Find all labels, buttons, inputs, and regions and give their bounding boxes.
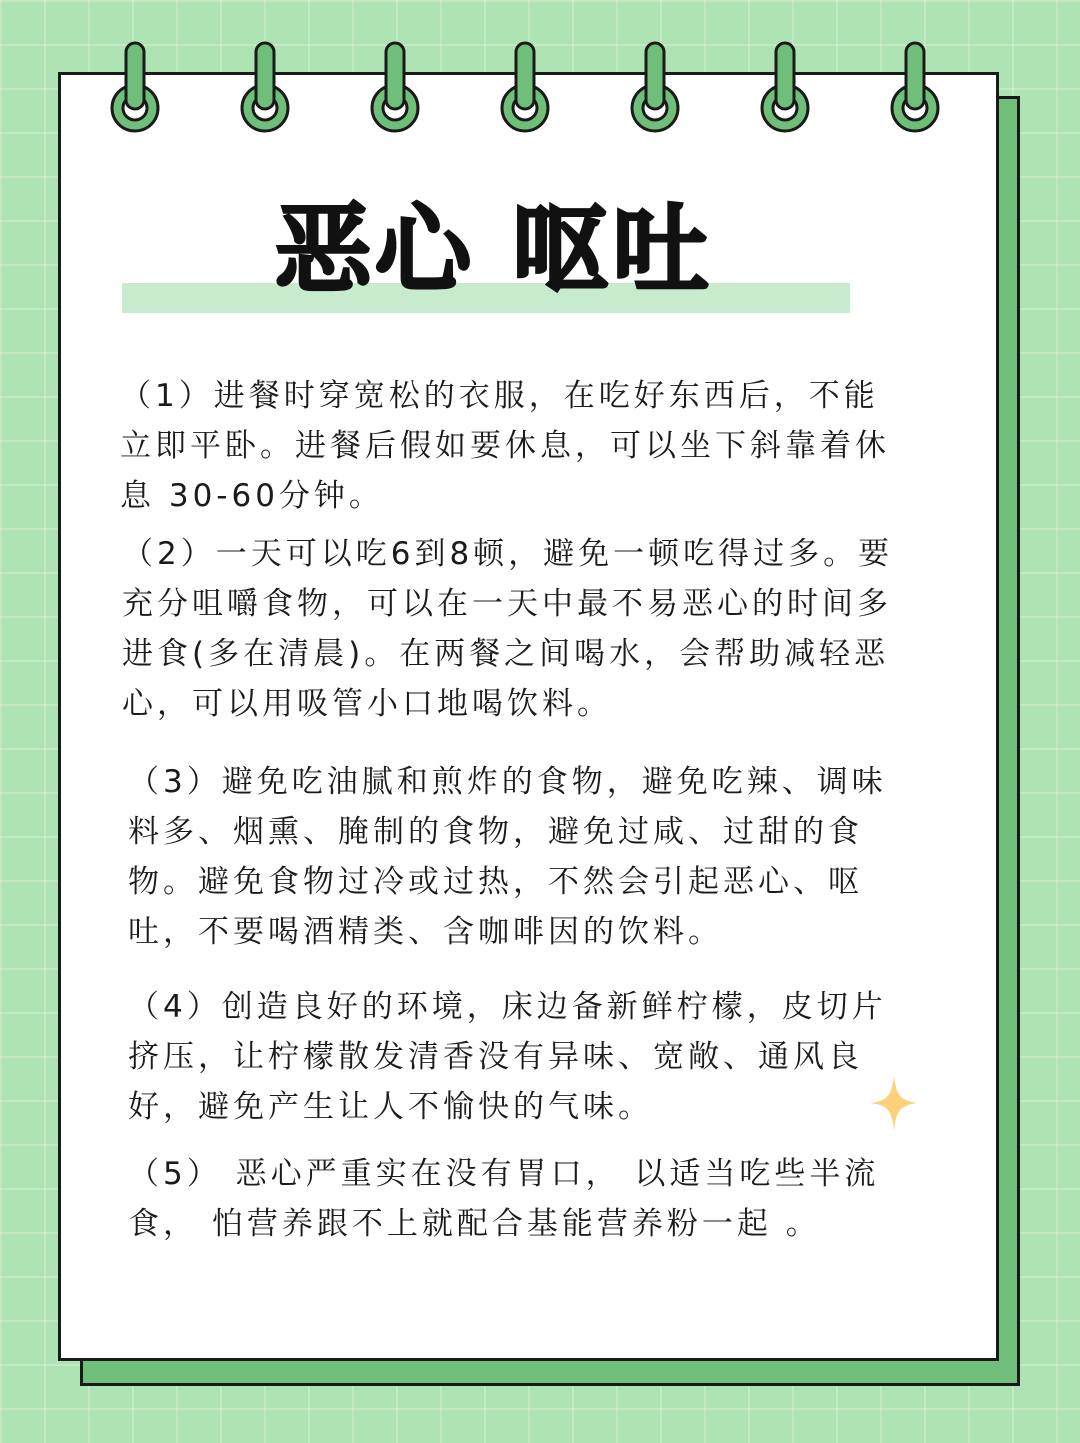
binder-ring-icon — [888, 40, 942, 136]
paragraph-line: 进食(多在清晨)。在两餐之间喝水，会帮助减轻恶 — [122, 636, 890, 672]
paragraph-line: 食， 怕营养跟不上就配合基能营养粉一起 。 — [128, 1206, 821, 1242]
paragraph-line: 物。避免食物过冷或过热，不然会引起恶心、呕 — [128, 864, 863, 900]
paragraph-5 — [128, 1149, 879, 1249]
paragraph-line: （4）创造良好的环境，床边备新鲜柠檬，皮切片 — [128, 989, 887, 1025]
paragraph-line: （2）一天可以吃6到8顿，避免一顿吃得过多。要 — [122, 536, 894, 572]
paragraph-line: （3）避免吃油腻和煎炸的食物，避免吃辣、调味 — [128, 764, 887, 800]
paragraph-4 — [128, 982, 887, 1132]
sparkle-icon — [868, 1073, 920, 1133]
paragraph-line: （5） 恶心严重实在没有胃口， 以适当吃些半流 — [128, 1156, 880, 1192]
paragraph-1 — [120, 371, 890, 521]
page-title: 恶心 呕吐 — [275, 194, 713, 306]
paragraph-3 — [128, 757, 887, 957]
paragraph-line: 挤压，让柠檬散发清香没有异味、宽敞、通风良 — [128, 1039, 863, 1075]
binder-ring-icon — [238, 40, 292, 136]
binder-ring-icon — [758, 40, 812, 136]
paragraph-line: 吐，不要喝酒精类、含咖啡因的饮料。 — [128, 914, 723, 950]
paragraph-line: 充分咀嚼食物，可以在一天中最不易恶心的时间多 — [122, 586, 892, 622]
binder-ring-icon — [108, 40, 162, 136]
paragraph-line: 立即平卧。进餐后假如要休息，可以坐下斜靠着休 — [120, 428, 890, 464]
binder-ring-icon — [368, 40, 422, 136]
binder-ring-icon — [628, 40, 682, 136]
paragraph-line: （1）进餐时穿宽松的衣服，在吃好东西后，不能 — [120, 378, 879, 414]
paragraph-line: 料多、烟熏、腌制的食物，避免过咸、过甜的食 — [128, 814, 863, 850]
paragraph-line: 心，可以用吸管小口地喝饮料。 — [122, 686, 612, 722]
binder-ring-icon — [498, 40, 552, 136]
paragraph-line: 息 30-60分钟。 — [120, 478, 384, 514]
paragraph-line: 好，避免产生让人不愉快的气味。 — [128, 1089, 653, 1125]
paragraph-2 — [122, 529, 893, 729]
